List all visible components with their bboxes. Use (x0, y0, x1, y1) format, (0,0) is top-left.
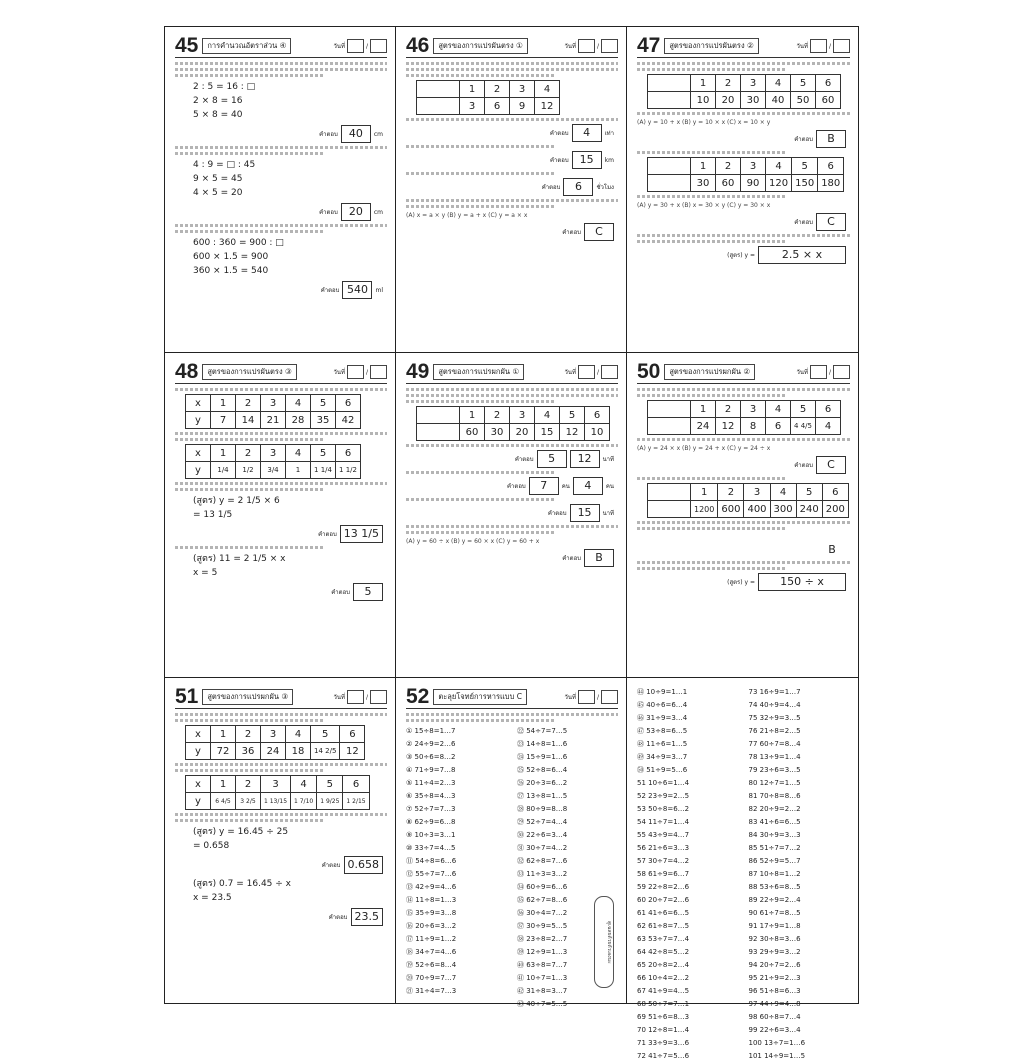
answer-box[interactable]: 0.658 (344, 856, 384, 874)
lesson-49: 49 สูตรของการแปรผกผัน ① วันที่ / 1 2 3 4 5 6 60 30 20 15 12 10 คำตอบ 5 12 นาที คำตอบ 7 คน 4 คน คำตอบ 15 นาที (A) y = 60 ÷ x (B) y = 60 × x (C) y = 60 + x คำตอบ B (396, 353, 626, 677)
drill-item: ④ 71÷9=7…8 (406, 766, 456, 774)
drill-item: 53 50÷8=6…2 (637, 805, 690, 813)
answer-unit: คน (605, 483, 614, 490)
lesson-45: 45 การคำนวณอัตราส่วน ④ วันที่ / 2 : 5 = 16 : □ 2 × 8 = 16 5 × 8 = 40 คำตอบ 40 cm 4 : 9 = □ : 45 9 × 5 = 45 4 × 5 = 20 คำตอบ 20 cm 600 : 360 = 900 : □ 600 × 1.5 = 900 360 × 1.5 = 540 คำตอบ 540 ml (165, 27, 395, 352)
date-label: วันที่ (333, 694, 345, 701)
answer-box[interactable]: 7 (529, 477, 559, 495)
answer-label: คำตอบ (328, 914, 348, 921)
drill-item: ② 24÷9=2…6 (406, 740, 456, 748)
value-table: x 1 2 3 4 5 6 y 7 14 21 28 35 42 (185, 394, 361, 429)
drill-item: 61 41÷6=6…5 (637, 909, 690, 917)
drill-item: 95 21÷9=2…3 (748, 974, 801, 982)
drill-item: 94 20÷7=2…6 (748, 961, 801, 969)
lesson-46: 46 สูตรของการแปรผันตรง ① วันที่ / 1 2 3 4 3 6 9 12 คำตอบ 4 เท่า คำตอบ 15 km คำตอบ 6 ชั่วโมง (A) x = a × y (B) y = a + x (C) y = a × x คำตอบ C (396, 27, 626, 352)
drill-item: 75 32÷9=3…5 (748, 714, 801, 722)
value-table: x 1 2 3 4 5 6 y 6 4/5 3 2/5 1 13/15 1 7/10 1 9/25 1 2/15 (185, 775, 370, 810)
work-line: (สูตร) y = 2 1/5 × 6 (193, 496, 280, 506)
answer-label: คำตอบ (549, 157, 569, 164)
answer-label: คำตอบ (319, 131, 338, 138)
drill-item: 78 13÷9=1…4 (748, 753, 801, 761)
drill-item: ㊶ 10÷7=1…3 (517, 974, 568, 982)
answer-box[interactable]: 12 (570, 450, 600, 468)
date-label: วันที่ (796, 43, 808, 50)
work-line: (สูตร) y = 16.45 ÷ 25 (193, 827, 289, 837)
drill-item: ㉙ 52÷7=4…4 (517, 818, 568, 826)
lesson-number: 52 (406, 685, 430, 708)
lesson-number: 46 (406, 34, 430, 57)
lesson-47: 47 สูตรของการแปรผันตรง ② วันที่ / 1 2 3 4 5 6 10 20 30 40 50 60 (A) y = 10 + x (B) y = 10 × x (C) x = 10 × y คำตอบ B 1 2 3 4 5 6 30 60 90 120 150 180 (A) y = 30 + x (B) x = 30 × y (C) y = 30 × x คำตอบ C (สูตร) y = 2.5 × x (627, 27, 858, 352)
value-table: 1 2 3 4 5 6 60 30 20 15 12 10 (416, 406, 610, 441)
drill-item: 85 51÷7=7…2 (748, 844, 801, 852)
drill-item: ⑲ 52÷6=8…4 (406, 961, 457, 969)
work-line: 600 × 1.5 = 900 (193, 252, 269, 262)
answer-unit: km (604, 156, 614, 164)
drill-item: ㉓ 14÷8=1…6 (517, 740, 568, 748)
answer-value: B (828, 543, 836, 556)
drill-item: 88 53÷6=8…5 (748, 883, 801, 891)
answer-unit: คน (561, 483, 570, 490)
answer-box[interactable]: B (816, 130, 846, 148)
date-box[interactable] (347, 690, 364, 704)
formula-label: (สูตร) y = (727, 252, 755, 259)
drill-item: 65 20÷8=2…4 (637, 961, 690, 969)
drill-item: 68 50÷7=7…1 (637, 1000, 690, 1008)
answer-box[interactable]: 40 (341, 125, 371, 143)
answer-unit: นาที (602, 456, 614, 463)
drill-item: ㊳ 23÷8=2…7 (517, 935, 568, 943)
answer-label: คำตอบ (794, 462, 813, 469)
date-label: วันที่ (564, 369, 576, 376)
drill-item: ㊻ 31÷9=3…4 (637, 714, 688, 722)
answer-unit: cm (373, 208, 383, 216)
drill-item: 86 52÷9=5…7 (748, 857, 801, 865)
work-line: (สูตร) 11 = 2 1/5 × x (193, 554, 286, 564)
drill-item: ㉚ 22÷6=3…4 (517, 831, 568, 839)
date-box[interactable] (347, 365, 364, 379)
drill-item: ⑤ 11÷4=2…3 (406, 779, 456, 787)
drill-item: 91 17÷9=1…8 (748, 922, 801, 930)
lesson-number: 50 (637, 360, 661, 383)
drill-item: 74 40÷9=4…4 (748, 701, 801, 709)
choice-options: (A) y = 30 + x (B) x = 30 × y (C) y = 30 × x (637, 202, 771, 209)
answer-label: คำตอบ (794, 219, 813, 226)
lesson-52: 52 ตะลุยโจทย์การหารแบบ C วันที่ / ① 15÷8=1…7 ㉒ 54÷7=7…5 ② 24÷9=2…6 ㉓ 14÷8=1…6 ③ 50÷6=8…2 ㉔ 15÷9=1…6 ④ 71÷9=7…8 ㉕ 52÷8=6…4 ⑤ 11÷4=2…3 ㉖ 20÷3=6…2 ⑥ 35÷8=4…3 ㉗ 13÷8=1…5 ⑦ 52÷7=7…3 ㉘ 80÷9=8…8 ⑧ 62÷9=6…8 ㉙ 52÷7=4…4 ⑨ 10÷3=3…1 ㉚ 22÷6=3…4 ⑩ 33÷7=4…5 ㉛ 30÷7=4…2 ⑪ 54÷8=6…6 ㉜ 62÷8=7…6 ⑫ 55÷7=7…6 ㉝ 11÷3=3…2 ⑬ 42÷9=4…6 ㉞ 60÷9=6…6 ⑭ 11÷8=1…3 ㉟ 62÷7=8…6 ⑮ 35÷9=3…8 ㊱ 30÷4=7…2 ⑯ 20÷6=3…2 ㊲ 30÷9=5…5 ⑰ 11÷9=1…2 ㊳ 23÷8=2…7 ⑱ 34÷7=4…6 ㊴ 12÷9=1…3 ⑲ 52÷6=8…4 ㊵ 63÷8=7…7 ⑳ 70÷9=7…7 ㊶ 10÷7=1…3 ㉑ 31÷4=7…3 ㊷ 31÷8=3…7 ㊸ 40÷7=5…5 ดูเฉลยด้วยตัวเองนะ (396, 678, 626, 1003)
drill-item: 58 61÷9=6…7 (637, 870, 690, 878)
answer-box[interactable]: C (584, 223, 614, 241)
answer-box[interactable]: B (584, 549, 614, 567)
answer-box[interactable]: 6 (563, 178, 593, 196)
drill-item: ⑦ 52÷7=7…3 (406, 805, 456, 813)
date-box[interactable] (833, 39, 850, 53)
lesson-number: 48 (175, 360, 199, 383)
choice-options: (A) y = 60 ÷ x (B) y = 60 × x (C) y = 60 + x (406, 538, 540, 545)
answer-unit: เท่า (604, 130, 614, 137)
choice-options: (A) x = a × y (B) y = a + x (C) y = a × x (406, 212, 528, 219)
date-box[interactable] (601, 365, 618, 379)
answer-box[interactable]: 5 (537, 450, 567, 468)
value-table: 1 2 3 4 5 6 1200 600 400 300 240 200 (647, 483, 849, 518)
answer-label: คำตอบ (549, 130, 569, 137)
drill-item: ㉘ 80÷9=8…8 (517, 805, 568, 813)
work-line: = 0.658 (193, 841, 230, 851)
drill-item: ㊺ 40÷6=6…4 (637, 701, 688, 709)
value-table: x 1 2 3 4 5 6 y 72 36 24 18 14 2/5 12 (185, 725, 365, 760)
answer-label: คำตอบ (547, 510, 567, 517)
answer-box[interactable]: 15 (572, 151, 602, 169)
lesson-number: 51 (175, 685, 199, 708)
drill-item: ⑧ 62÷9=6…8 (406, 818, 456, 826)
drill-item: ⑬ 42÷9=4…6 (406, 883, 457, 891)
drill-item: 80 12÷7=1…5 (748, 779, 801, 787)
drill-item: 63 53÷7=7…4 (637, 935, 690, 943)
answer-box[interactable]: 4 (573, 477, 603, 495)
answer-box[interactable]: 15 (570, 504, 600, 522)
drill-item: ㊹ 10÷9=1…1 (637, 688, 688, 696)
drill-item: ① 15÷8=1…7 (406, 727, 456, 735)
drill-item: ⑪ 54÷8=6…6 (406, 857, 457, 865)
lesson-title: ตะลุยโจทย์การหารแบบ C (433, 689, 527, 705)
lesson-48: 48 สูตรของการแปรผันตรง ③ วันที่ / x 1 2 3 4 5 6 y 7 14 21 28 35 42 x 1 2 3 4 5 6 y 1/4 1/2 3/4 1 1 1/4 1 1/2 (สูตร) y = 2 1/5 × 6 = 13 1/5 คำตอบ 13 1/5 (สูตร) 11 = 2 1/5 × x x = 5 คำตอบ 5 (165, 353, 395, 677)
answer-box[interactable]: 540 (342, 281, 372, 299)
lesson-title: สูตรของการแปรผกผัน ③ (202, 689, 293, 705)
drill-item: 96 51÷8=6…3 (748, 987, 801, 995)
answer-unit: นาที (602, 510, 614, 517)
answer-box[interactable]: 13 1/5 (340, 525, 383, 543)
drill-item: 57 30÷7=4…2 (637, 857, 690, 865)
drill-item: 101 14÷9=1…5 (748, 1052, 806, 1060)
answer-label: คำตอบ (318, 531, 337, 538)
date-label: วันที่ (564, 694, 576, 701)
drill-item: ③ 50÷6=8…2 (406, 753, 456, 761)
drill-item: 72 41÷7=5…6 (637, 1052, 690, 1060)
drill-item: 52 23÷9=2…5 (637, 792, 690, 800)
lesson-title: สูตรของการแปรผันตรง ① (433, 38, 527, 54)
value-table: 1 2 3 4 5 6 30 60 90 120 150 180 (647, 157, 844, 192)
choice-options: (A) y = 10 + x (B) y = 10 × x (C) x = 10 × y (637, 119, 771, 126)
lesson-number: 47 (637, 34, 661, 57)
drill-item: ㉒ 54÷7=7…5 (517, 727, 568, 735)
drill-item: ㉖ 20÷3=6…2 (517, 779, 568, 787)
answer-label: คำตอบ (514, 456, 534, 463)
drill-item: 70 12÷8=1…4 (637, 1026, 690, 1034)
drill-item: 71 33÷9=3…6 (637, 1039, 690, 1047)
lesson-title: สูตรของการแปรผันตรง ② (664, 38, 758, 54)
lesson-52-continued (627, 678, 858, 1060)
answer-unit: ชั่วโมง (596, 184, 614, 191)
work-line: 4 : 9 = □ : 45 (193, 160, 256, 170)
answer-unit: cm (373, 130, 383, 138)
drill-item: ㉟ 62÷7=8…6 (517, 896, 568, 904)
work-line: 2 : 5 = 16 : □ (193, 82, 256, 92)
drill-item: ⑫ 55÷7=7…6 (406, 870, 457, 878)
drill-item: ㊼ 53÷8=6…5 (637, 727, 688, 735)
drill-item: ㊱ 30÷4=7…2 (517, 909, 568, 917)
division-drill-list (637, 686, 850, 1063)
answer-box[interactable]: 2.5 × x (758, 246, 846, 264)
work-line: x = 5 (193, 568, 218, 578)
answer-label: คำตอบ (562, 555, 581, 562)
drill-item: ㉛ 30÷7=4…2 (517, 844, 568, 852)
answer-box[interactable]: 23.5 (351, 908, 384, 926)
drill-item: ㊷ 31÷8=3…7 (517, 987, 568, 995)
work-line: 4 × 5 = 20 (193, 188, 243, 198)
date-box[interactable] (810, 365, 827, 379)
drill-item: ⑱ 34÷7=4…6 (406, 948, 457, 956)
work-line: 5 × 8 = 40 (193, 110, 243, 120)
drill-item: ㊸ 40÷7=5…5 (517, 1000, 568, 1008)
drill-item: ⑳ 70÷9=7…7 (406, 974, 457, 982)
date-label: วันที่ (333, 43, 345, 50)
date-label: วันที่ (333, 369, 345, 376)
answer-label: คำตอบ (319, 209, 338, 216)
division-drill-list (406, 725, 618, 1011)
date-box[interactable] (347, 39, 364, 53)
drill-item: ㉜ 62÷8=7…6 (517, 857, 568, 865)
drill-item: 66 10÷4=2…2 (637, 974, 690, 982)
answer-box[interactable]: 20 (341, 203, 371, 221)
lesson-title: สูตรของการแปรผันตรง ③ (202, 364, 296, 380)
drill-item: 62 61÷8=7…5 (637, 922, 690, 930)
drill-item: 59 22÷8=2…6 (637, 883, 690, 891)
drill-item: 84 30÷9=3…3 (748, 831, 801, 839)
answer-label: คำตอบ (794, 136, 813, 143)
work-line: 2 × 8 = 16 (193, 96, 243, 106)
lesson-51: 51 สูตรของการแปรผกผัน ③ วันที่ / x 1 2 3 4 5 6 y 72 36 24 18 14 2/5 12 x 1 2 3 4 5 6 y 6 4/5 3 2/5 1 13/15 1 7/10 1 9/25 1 2/15 (สูตร) y = 16.45 ÷ 25 = 0.658 คำตอบ 0.658 (สูตร) 0.7 = 16.45 ÷ x x = 23.5 คำตอบ 23.5 (165, 678, 395, 1003)
lesson-50: 50 สูตรของการแปรผกผัน ② วันที่ / 1 2 3 4 5 6 24 12 8 6 4 4/5 4 (A) y = 24 × x (B) y = 24 + x (C) y = 24 ÷ x คำตอบ C 1 2 3 4 5 6 1200 600 400 300 240 200 B (สูตร) y = 150 ÷ x (627, 353, 858, 677)
drill-item: 51 10÷6=1…4 (637, 779, 690, 787)
drill-item: ㊽ 11÷6=1…5 (637, 740, 688, 748)
value-table: 1 2 3 4 3 6 9 12 (416, 80, 560, 115)
drill-item: ⑨ 10÷3=3…1 (406, 831, 456, 839)
drill-item: 55 43÷9=4…7 (637, 831, 690, 839)
drill-item: ㊾ 34÷9=3…7 (637, 753, 688, 761)
work-line: 600 : 360 = 900 : □ (193, 238, 284, 248)
lesson-title: สูตรของการแปรผกผัน ② (664, 364, 755, 380)
drill-item: ⑰ 11÷9=1…2 (406, 935, 457, 943)
drill-item: 73 16÷9=1…7 (748, 688, 801, 696)
date-label: วันที่ (564, 43, 576, 50)
drill-item: ㊵ 63÷8=7…7 (517, 961, 568, 969)
drill-item: 83 41÷6=6…5 (748, 818, 801, 826)
drill-item: ㉕ 52÷8=6…4 (517, 766, 568, 774)
drill-item: ⑥ 35÷8=4…3 (406, 792, 456, 800)
date-box[interactable] (370, 365, 387, 379)
date-label: วันที่ (796, 369, 808, 376)
answer-label: คำตอบ (331, 589, 350, 596)
date-box[interactable] (578, 39, 595, 53)
date-box[interactable] (810, 39, 827, 53)
work-line: 360 × 1.5 = 540 (193, 266, 269, 276)
drill-item: 67 41÷9=4…5 (637, 987, 690, 995)
date-box[interactable] (578, 365, 595, 379)
drill-item: ⑩ 33÷7=4…5 (406, 844, 456, 852)
answer-box[interactable]: C (816, 456, 846, 474)
answer-label: คำตอบ (541, 184, 561, 191)
drill-item: 60 20÷7=2…6 (637, 896, 690, 904)
answer-unit: ml (375, 286, 383, 294)
drill-item: ⑯ 20÷6=3…2 (406, 922, 457, 930)
drill-item: 56 21÷6=3…3 (637, 844, 690, 852)
work-line: 9 × 5 = 45 (193, 174, 243, 184)
lesson-title: การคำนวณอัตราส่วน ④ (202, 38, 291, 54)
work-line: = 13 1/5 (193, 510, 233, 520)
drill-item (406, 998, 507, 1011)
date-box[interactable] (833, 365, 850, 379)
value-table: x 1 2 3 4 5 6 y 1/4 1/2 3/4 1 1 1/4 1 1/2 (185, 444, 361, 479)
lesson-number: 45 (175, 34, 199, 57)
date-box[interactable] (370, 39, 387, 53)
answer-box[interactable]: C (816, 213, 846, 231)
answer-label: คำตอบ (507, 483, 526, 490)
work-line: (สูตร) 0.7 = 16.45 ÷ x (193, 879, 291, 889)
drill-item: 100 13÷7=1…6 (748, 1039, 806, 1047)
drill-item: ㉞ 60÷9=6…6 (517, 883, 568, 891)
drill-item: ⑮ 35÷9=3…8 (406, 909, 457, 917)
date-box[interactable] (578, 690, 595, 704)
answer-label: คำตอบ (321, 862, 341, 869)
answer-box[interactable]: 5 (353, 583, 383, 601)
lesson-title: สูตรของการแปรผกผัน ① (433, 364, 524, 380)
drill-item: 92 30÷8=3…6 (748, 935, 801, 943)
drill-item: 97 44÷9=4…8 (748, 1000, 801, 1008)
drill-item: ㉔ 15÷9=1…6 (517, 753, 568, 761)
answer-box[interactable]: 4 (572, 124, 602, 142)
lesson-number: 49 (406, 360, 430, 383)
choice-options: (A) y = 24 × x (B) y = 24 + x (C) y = 24 ÷ x (637, 445, 771, 452)
side-note: ดูเฉลยด้วยตัวเองนะ (594, 896, 614, 988)
drill-item: 82 20÷9=2…2 (748, 805, 801, 813)
worksheet-page (164, 26, 859, 1060)
value-table: 1 2 3 4 5 6 10 20 30 40 50 60 (647, 74, 841, 109)
date-box[interactable] (601, 39, 618, 53)
date-box[interactable] (370, 690, 387, 704)
date-box[interactable] (601, 690, 618, 704)
drill-item: ㊿ 51÷9=5…6 (637, 766, 688, 774)
answer-label: คำตอบ (562, 229, 581, 236)
answer-box[interactable]: 150 ÷ x (758, 573, 846, 591)
drill-item: 90 61÷7=8…5 (748, 909, 801, 917)
drill-item: 99 22÷6=3…4 (748, 1026, 801, 1034)
drill-item: ㊴ 12÷9=1…3 (517, 948, 568, 956)
drill-item: ⑭ 11÷8=1…3 (406, 896, 457, 904)
drill-item: 93 29÷9=3…2 (748, 948, 801, 956)
drill-item: 89 22÷9=2…4 (748, 896, 801, 904)
drill-item: 98 60÷8=7…4 (748, 1013, 801, 1021)
drill-item: 81 70÷8=8…6 (748, 792, 801, 800)
drill-item: ㉗ 13÷8=1…5 (517, 792, 568, 800)
work-line: x = 23.5 (193, 893, 232, 903)
drill-item: 54 11÷7=1…4 (637, 818, 690, 826)
drill-item: 76 21÷8=2…5 (748, 727, 801, 735)
drill-item: 69 51÷6=8…3 (637, 1013, 690, 1021)
answer-label: คำตอบ (320, 287, 340, 294)
drill-item: 77 60÷7=8…4 (748, 740, 801, 748)
drill-item: 64 42÷8=5…2 (637, 948, 690, 956)
drill-item: 87 10÷8=1…2 (748, 870, 801, 878)
drill-item: ㉝ 11÷3=3…2 (517, 870, 568, 878)
drill-item: 79 23÷6=3…5 (748, 766, 801, 774)
value-table: 1 2 3 4 5 6 24 12 8 6 4 4/5 4 (647, 400, 841, 435)
drill-item: ㉑ 31÷4=7…3 (406, 987, 457, 995)
formula-label: (สูตร) y = (727, 579, 755, 586)
drill-item: ㊲ 30÷9=5…5 (517, 922, 568, 930)
